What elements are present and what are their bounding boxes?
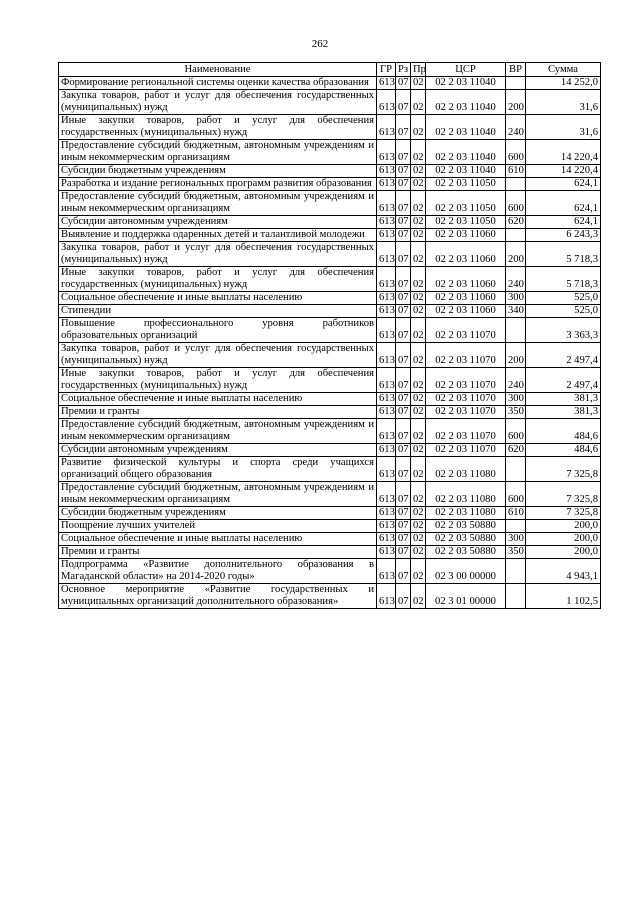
table-row bbox=[59, 178, 601, 191]
cell-name: Предоставление субсидий бюджетным, автономным учреждениям и иным некоммерческим организациям bbox=[59, 419, 377, 444]
cell-vr: 600 bbox=[506, 482, 526, 507]
cell-csr: 02 2 03 11070 bbox=[426, 393, 506, 406]
cell-vr: 240 bbox=[506, 368, 526, 393]
cell-csr: 02 2 03 11080 bbox=[426, 507, 506, 520]
cell-name: Предоставление субсидий бюджетным, автономным учреждениям и иным некоммерческим организациям bbox=[59, 191, 377, 216]
cell-gr: 613 bbox=[377, 533, 396, 546]
cell-vr bbox=[506, 178, 526, 191]
cell-name: Субсидии бюджетным учреждениям bbox=[59, 165, 377, 178]
cell-vr bbox=[506, 559, 526, 584]
cell-sum: 4 943,1 bbox=[526, 559, 601, 584]
cell-vr bbox=[506, 229, 526, 242]
cell-vr: 610 bbox=[506, 165, 526, 178]
cell-gr: 613 bbox=[377, 584, 396, 609]
cell-rz: 07 bbox=[396, 216, 411, 229]
cell-name: Субсидии автономным учреждениям bbox=[59, 216, 377, 229]
table-body bbox=[59, 77, 601, 609]
cell-sum: 200,0 bbox=[526, 533, 601, 546]
cell-name: Субсидии автономным учреждениям bbox=[59, 444, 377, 457]
table-row bbox=[59, 305, 601, 318]
cell-pr: 02 bbox=[411, 419, 426, 444]
cell-gr: 613 bbox=[377, 520, 396, 533]
cell-pr: 02 bbox=[411, 267, 426, 292]
cell-pr: 02 bbox=[411, 165, 426, 178]
cell-sum: 200,0 bbox=[526, 520, 601, 533]
header-pr: Пр bbox=[411, 63, 426, 77]
cell-csr: 02 2 03 11040 bbox=[426, 77, 506, 90]
cell-pr: 02 bbox=[411, 584, 426, 609]
cell-sum: 7 325,8 bbox=[526, 507, 601, 520]
cell-gr: 613 bbox=[377, 457, 396, 482]
header-gr: ГР bbox=[377, 63, 396, 77]
cell-rz: 07 bbox=[396, 533, 411, 546]
cell-gr: 613 bbox=[377, 507, 396, 520]
cell-pr: 02 bbox=[411, 216, 426, 229]
cell-gr: 613 bbox=[377, 419, 396, 444]
cell-rz: 07 bbox=[396, 77, 411, 90]
cell-gr: 613 bbox=[377, 229, 396, 242]
cell-vr: 300 bbox=[506, 393, 526, 406]
cell-pr: 02 bbox=[411, 520, 426, 533]
cell-vr: 350 bbox=[506, 406, 526, 419]
cell-vr: 600 bbox=[506, 191, 526, 216]
cell-vr: 300 bbox=[506, 292, 526, 305]
cell-pr: 02 bbox=[411, 507, 426, 520]
cell-rz: 07 bbox=[396, 419, 411, 444]
cell-gr: 613 bbox=[377, 90, 396, 115]
cell-pr: 02 bbox=[411, 482, 426, 507]
cell-vr: 200 bbox=[506, 90, 526, 115]
table-row bbox=[59, 507, 601, 520]
cell-name: Закупка товаров, работ и услуг для обеспечения государственных (муниципальных) нужд bbox=[59, 242, 377, 267]
cell-name: Развитие физической культуры и спорта среди учащихся организаций общего образования bbox=[59, 457, 377, 482]
cell-gr: 613 bbox=[377, 546, 396, 559]
cell-vr: 200 bbox=[506, 242, 526, 267]
cell-name: Основное мероприятие «Развитие государственных и муниципальных организаций дополнительного образования» bbox=[59, 584, 377, 609]
cell-sum: 525,0 bbox=[526, 305, 601, 318]
cell-rz: 07 bbox=[396, 305, 411, 318]
cell-rz: 07 bbox=[396, 318, 411, 343]
cell-vr: 350 bbox=[506, 546, 526, 559]
cell-name: Иные закупки товаров, работ и услуг для обеспечения государственных (муниципальных) нужд bbox=[59, 267, 377, 292]
cell-vr bbox=[506, 77, 526, 90]
cell-csr: 02 2 03 50880 bbox=[426, 520, 506, 533]
cell-sum: 1 102,5 bbox=[526, 584, 601, 609]
cell-vr bbox=[506, 520, 526, 533]
cell-pr: 02 bbox=[411, 77, 426, 90]
cell-gr: 613 bbox=[377, 140, 396, 165]
cell-gr: 613 bbox=[377, 444, 396, 457]
cell-gr: 613 bbox=[377, 305, 396, 318]
cell-gr: 613 bbox=[377, 216, 396, 229]
cell-vr bbox=[506, 584, 526, 609]
cell-name: Подпрограмма «Развитие дополнительного образования в Магаданской области» на 2014-2020 годы» bbox=[59, 559, 377, 584]
cell-csr: 02 2 03 11070 bbox=[426, 406, 506, 419]
cell-sum: 381,3 bbox=[526, 393, 601, 406]
cell-gr: 613 bbox=[377, 115, 396, 140]
cell-rz: 07 bbox=[396, 90, 411, 115]
cell-pr: 02 bbox=[411, 406, 426, 419]
cell-name: Закупка товаров, работ и услуг для обеспечения государственных (муниципальных) нужд bbox=[59, 343, 377, 368]
table-row bbox=[59, 520, 601, 533]
cell-gr: 613 bbox=[377, 178, 396, 191]
cell-csr: 02 2 03 50880 bbox=[426, 533, 506, 546]
cell-rz: 07 bbox=[396, 115, 411, 140]
cell-sum: 7 325,8 bbox=[526, 482, 601, 507]
table-row bbox=[59, 546, 601, 559]
cell-pr: 02 bbox=[411, 559, 426, 584]
cell-csr: 02 2 03 11070 bbox=[426, 419, 506, 444]
table-row bbox=[59, 242, 601, 267]
cell-pr: 02 bbox=[411, 393, 426, 406]
cell-name: Социальное обеспечение и иные выплаты населению bbox=[59, 393, 377, 406]
table-row bbox=[59, 292, 601, 305]
table-row bbox=[59, 482, 601, 507]
cell-rz: 07 bbox=[396, 229, 411, 242]
table-row bbox=[59, 191, 601, 216]
cell-csr: 02 2 03 50880 bbox=[426, 546, 506, 559]
cell-name: Поощрение лучших учителей bbox=[59, 520, 377, 533]
cell-csr: 02 2 03 11070 bbox=[426, 343, 506, 368]
table-row bbox=[59, 267, 601, 292]
cell-csr: 02 2 03 11080 bbox=[426, 457, 506, 482]
cell-gr: 613 bbox=[377, 191, 396, 216]
cell-rz: 07 bbox=[396, 507, 411, 520]
cell-rz: 07 bbox=[396, 444, 411, 457]
cell-name: Закупка товаров, работ и услуг для обеспечения государственных (муниципальных) нужд bbox=[59, 90, 377, 115]
table-header-row bbox=[59, 63, 601, 77]
cell-gr: 613 bbox=[377, 267, 396, 292]
cell-gr: 613 bbox=[377, 77, 396, 90]
cell-gr: 613 bbox=[377, 482, 396, 507]
cell-gr: 613 bbox=[377, 318, 396, 343]
cell-rz: 07 bbox=[396, 165, 411, 178]
header-vr: ВР bbox=[506, 63, 526, 77]
cell-name: Премии и гранты bbox=[59, 546, 377, 559]
table-row bbox=[59, 140, 601, 165]
table-row bbox=[59, 343, 601, 368]
cell-rz: 07 bbox=[396, 191, 411, 216]
cell-pr: 02 bbox=[411, 178, 426, 191]
cell-pr: 02 bbox=[411, 90, 426, 115]
cell-csr: 02 3 01 00000 bbox=[426, 584, 506, 609]
table-row bbox=[59, 393, 601, 406]
cell-name: Формирование региональной системы оценки качества образования bbox=[59, 77, 377, 90]
cell-sum: 5 718,3 bbox=[526, 242, 601, 267]
cell-name: Разработка и издание региональных программ развития образования bbox=[59, 178, 377, 191]
cell-vr: 200 bbox=[506, 343, 526, 368]
cell-rz: 07 bbox=[396, 457, 411, 482]
cell-csr: 02 2 03 11060 bbox=[426, 242, 506, 267]
cell-vr: 620 bbox=[506, 444, 526, 457]
cell-sum: 14 220,4 bbox=[526, 165, 601, 178]
cell-sum: 624,1 bbox=[526, 191, 601, 216]
cell-rz: 07 bbox=[396, 267, 411, 292]
cell-rz: 07 bbox=[396, 406, 411, 419]
page-number: 262 bbox=[311, 38, 329, 50]
cell-pr: 02 bbox=[411, 343, 426, 368]
cell-rz: 07 bbox=[396, 482, 411, 507]
cell-vr: 340 bbox=[506, 305, 526, 318]
cell-pr: 02 bbox=[411, 318, 426, 343]
cell-sum: 31,6 bbox=[526, 90, 601, 115]
cell-rz: 07 bbox=[396, 584, 411, 609]
cell-sum: 624,1 bbox=[526, 216, 601, 229]
cell-rz: 07 bbox=[396, 520, 411, 533]
cell-rz: 07 bbox=[396, 559, 411, 584]
cell-sum: 31,6 bbox=[526, 115, 601, 140]
cell-gr: 613 bbox=[377, 242, 396, 267]
cell-csr: 02 2 03 11050 bbox=[426, 191, 506, 216]
cell-csr: 02 2 03 11070 bbox=[426, 318, 506, 343]
cell-rz: 07 bbox=[396, 140, 411, 165]
cell-name: Иные закупки товаров, работ и услуг для обеспечения государственных (муниципальных) нужд bbox=[59, 368, 377, 393]
cell-csr: 02 2 03 11070 bbox=[426, 368, 506, 393]
cell-gr: 613 bbox=[377, 559, 396, 584]
table-row bbox=[59, 457, 601, 482]
cell-vr: 240 bbox=[506, 267, 526, 292]
cell-csr: 02 2 03 11060 bbox=[426, 305, 506, 318]
cell-name: Повышение профессионального уровня работников образовательных организаций bbox=[59, 318, 377, 343]
table-row bbox=[59, 419, 601, 444]
cell-name: Предоставление субсидий бюджетным, автономным учреждениям и иным некоммерческим организациям bbox=[59, 482, 377, 507]
cell-sum: 5 718,3 bbox=[526, 267, 601, 292]
header-csr: ЦСР bbox=[426, 63, 506, 77]
cell-sum: 3 363,3 bbox=[526, 318, 601, 343]
cell-name: Социальное обеспечение и иные выплаты населению bbox=[59, 533, 377, 546]
cell-pr: 02 bbox=[411, 533, 426, 546]
cell-sum: 14 220,4 bbox=[526, 140, 601, 165]
cell-csr: 02 2 03 11080 bbox=[426, 482, 506, 507]
cell-rz: 07 bbox=[396, 393, 411, 406]
cell-name: Предоставление субсидий бюджетным, автономным учреждениям и иным некоммерческим организациям bbox=[59, 140, 377, 165]
cell-name: Иные закупки товаров, работ и услуг для обеспечения государственных (муниципальных) нужд bbox=[59, 115, 377, 140]
cell-pr: 02 bbox=[411, 229, 426, 242]
cell-pr: 02 bbox=[411, 191, 426, 216]
cell-csr: 02 2 03 11070 bbox=[426, 444, 506, 457]
cell-rz: 07 bbox=[396, 242, 411, 267]
cell-name: Выявление и поддержка одаренных детей и талантливой молодежи bbox=[59, 229, 377, 242]
cell-pr: 02 bbox=[411, 444, 426, 457]
cell-vr: 610 bbox=[506, 507, 526, 520]
cell-sum: 14 252,0 bbox=[526, 77, 601, 90]
cell-pr: 02 bbox=[411, 292, 426, 305]
table-row bbox=[59, 165, 601, 178]
cell-sum: 7 325,8 bbox=[526, 457, 601, 482]
cell-gr: 613 bbox=[377, 343, 396, 368]
table-row bbox=[59, 115, 601, 140]
cell-name: Субсидии бюджетным учреждениям bbox=[59, 507, 377, 520]
cell-vr: 600 bbox=[506, 419, 526, 444]
table-row bbox=[59, 229, 601, 242]
cell-pr: 02 bbox=[411, 368, 426, 393]
cell-sum: 381,3 bbox=[526, 406, 601, 419]
table-row bbox=[59, 559, 601, 584]
cell-vr bbox=[506, 318, 526, 343]
cell-gr: 613 bbox=[377, 165, 396, 178]
cell-pr: 02 bbox=[411, 305, 426, 318]
header-rz: Рз bbox=[396, 63, 411, 77]
cell-csr: 02 2 03 11040 bbox=[426, 90, 506, 115]
cell-vr: 620 bbox=[506, 216, 526, 229]
cell-gr: 613 bbox=[377, 393, 396, 406]
cell-vr bbox=[506, 457, 526, 482]
table-row bbox=[59, 90, 601, 115]
cell-pr: 02 bbox=[411, 457, 426, 482]
table-row bbox=[59, 444, 601, 457]
cell-rz: 07 bbox=[396, 343, 411, 368]
table-row bbox=[59, 368, 601, 393]
cell-sum: 2 497,4 bbox=[526, 343, 601, 368]
cell-name: Премии и гранты bbox=[59, 406, 377, 419]
table-row bbox=[59, 584, 601, 609]
cell-pr: 02 bbox=[411, 115, 426, 140]
cell-name: Стипендии bbox=[59, 305, 377, 318]
cell-rz: 07 bbox=[396, 292, 411, 305]
table-row bbox=[59, 318, 601, 343]
cell-csr: 02 2 03 11040 bbox=[426, 115, 506, 140]
table-row bbox=[59, 77, 601, 90]
cell-sum: 2 497,4 bbox=[526, 368, 601, 393]
cell-sum: 484,6 bbox=[526, 444, 601, 457]
cell-csr: 02 3 00 00000 bbox=[426, 559, 506, 584]
cell-csr: 02 2 03 11060 bbox=[426, 292, 506, 305]
cell-sum: 6 243,3 bbox=[526, 229, 601, 242]
cell-csr: 02 2 03 11040 bbox=[426, 140, 506, 165]
cell-rz: 07 bbox=[396, 178, 411, 191]
cell-csr: 02 2 03 11040 bbox=[426, 165, 506, 178]
cell-vr: 240 bbox=[506, 115, 526, 140]
cell-csr: 02 2 03 11050 bbox=[426, 178, 506, 191]
cell-name: Социальное обеспечение и иные выплаты населению bbox=[59, 292, 377, 305]
cell-csr: 02 2 03 11060 bbox=[426, 229, 506, 242]
cell-csr: 02 2 03 11050 bbox=[426, 216, 506, 229]
cell-pr: 02 bbox=[411, 546, 426, 559]
cell-gr: 613 bbox=[377, 406, 396, 419]
header-name: Наименование bbox=[59, 63, 377, 77]
table-row bbox=[59, 406, 601, 419]
cell-gr: 613 bbox=[377, 292, 396, 305]
cell-rz: 07 bbox=[396, 368, 411, 393]
cell-pr: 02 bbox=[411, 140, 426, 165]
table-row bbox=[59, 216, 601, 229]
cell-vr: 600 bbox=[506, 140, 526, 165]
table-row bbox=[59, 533, 601, 546]
cell-vr: 300 bbox=[506, 533, 526, 546]
cell-sum: 200,0 bbox=[526, 546, 601, 559]
cell-sum: 624,1 bbox=[526, 178, 601, 191]
cell-sum: 484,6 bbox=[526, 419, 601, 444]
cell-pr: 02 bbox=[411, 242, 426, 267]
cell-sum: 525,0 bbox=[526, 292, 601, 305]
header-sum: Сумма bbox=[526, 63, 601, 77]
cell-csr: 02 2 03 11060 bbox=[426, 267, 506, 292]
cell-rz: 07 bbox=[396, 546, 411, 559]
budget-table bbox=[58, 62, 601, 609]
cell-gr: 613 bbox=[377, 368, 396, 393]
